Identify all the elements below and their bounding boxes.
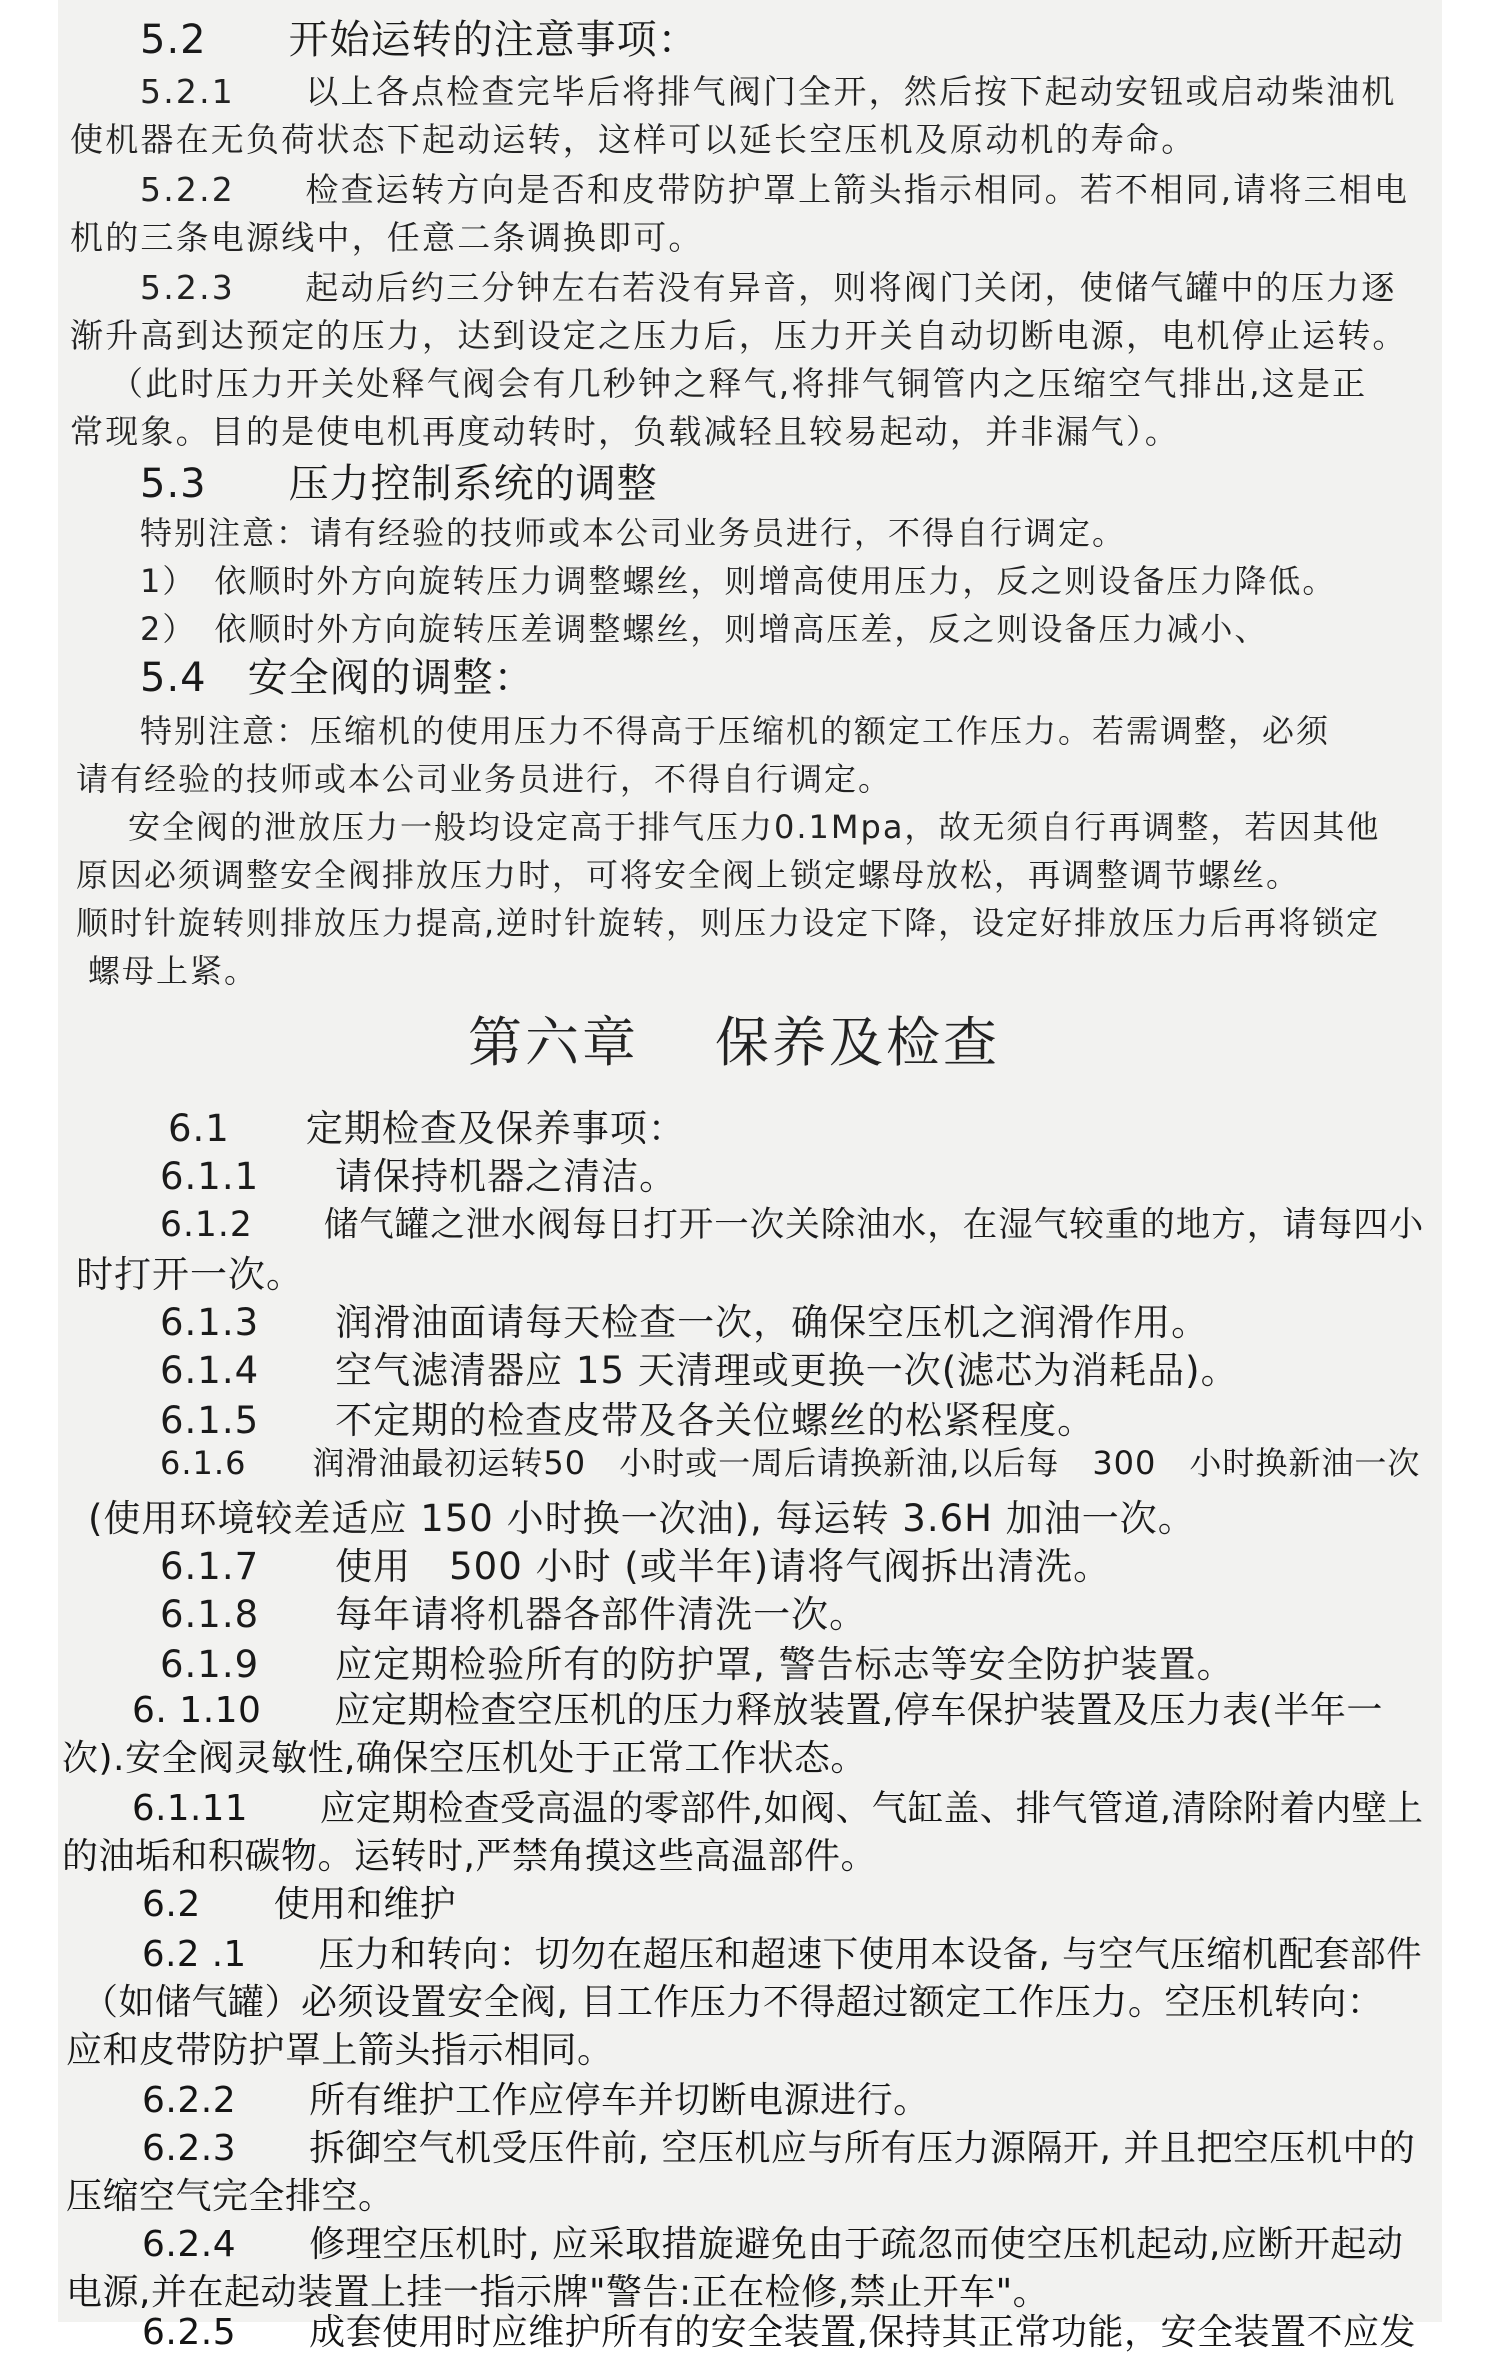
section-5-3-heading: 5.3 压力控制系统的调整 <box>140 461 658 507</box>
para-5-2-3-line1: 5.2.3 起动后约三分钟左右若没有异音，则将阀门关闭，使储气罐中的压力逐 <box>140 268 1397 307</box>
section-5-4-heading: 5.4 安全阀的调整： <box>140 655 535 701</box>
item-6-1-7: 6.1.7 使用 500 小时 (或半年)请将气阀拆出清洗。 <box>160 1545 1112 1588</box>
item-6-2-4-line2: 电源,并在起动装置上挂一指示牌"警告:正在检修,禁止开车"。 <box>66 2272 1050 2313</box>
item-6-1-9: 6.1.9 应定期检验所有的防护罩, 警告标志等安全防护装置。 <box>160 1643 1235 1686</box>
item-6-1-4: 6.1.4 空气滤清器应 15 天清理或更换一次(滤芯为消耗品)。 <box>160 1349 1239 1392</box>
item-6-2-3-line2: 压缩空气完全排空。 <box>66 2176 395 2217</box>
item-6-1-2-line2: 时打开一次。 <box>76 1253 304 1296</box>
item-6-2-2: 6.2.2 所有维护工作应停车并切断电源进行。 <box>142 2080 930 2121</box>
item-6-2-4-line1: 6.2.4 修理空压机时, 应采取措旋避免由于疏忽而使空压机起动,应断开起动 <box>142 2224 1404 2265</box>
section-5-3-note: 特别注意：请有经验的技师或本公司业务员进行，不得自行调定。 <box>140 514 1127 552</box>
item-6-1-11-line1: 6.1.11 应定期检查受高温的零部件,如阀、气缸盖、排气管道,清除附着内壁上 <box>132 1788 1424 1829</box>
section-5-3-item1: 1） 依顺时外方向旋转压力调整螺丝，则增高使用压力，反之则设备压力降低。 <box>140 562 1337 600</box>
para-5-2-3-line2: 渐升高到达预定的压力，达到设定之压力后，压力开关自动切断电源，电机停止运转。 <box>70 316 1408 355</box>
item-6-1-5: 6.1.5 不定期的检查皮带及各关位螺丝的松紧程度。 <box>160 1399 1096 1442</box>
section-5-3-item2: 2） 依顺时外方向旋转压差调整螺丝，则增高压差，反之则设备压力减小、 <box>140 610 1269 648</box>
item-6-1-6-line1: 6.1.6 润滑油最初运转50 小时或一周后请换新油,以后每 300 小时换新油一次 <box>160 1444 1421 1482</box>
document-page <box>58 0 1442 2353</box>
item-6-1-6-line2: (使用环境较差适应 150 小时换一次油), 每运转 3.6H 加油一次。 <box>88 1497 1196 1540</box>
chapter-title <box>468 1000 1000 1077</box>
item-6-1-10-line2: 次).安全阀灵敏性,确保空压机处于正常工作状态。 <box>62 1738 867 1779</box>
item-6-2-3-line1: 6.2.3 拆御空气机受压件前, 空压机应与所有压力源隔开, 并且把空压机中的 <box>142 2128 1416 2169</box>
para-5-2-1-line2: 使机器在无负荷状态下起动运转，这样可以延长空压机及原动机的寿命。 <box>70 120 1197 159</box>
para-5-2-3-line3: （此时压力开关处释气阀会有几秒钟之释气,将排气铜管内之压缩空气排出,这是正 <box>110 364 1368 403</box>
item-6-2-1-line3: 应和皮带防护罩上箭头指示相同。 <box>66 2030 614 2071</box>
item-6-1-1: 6.1.1 请保持机器之清洁。 <box>160 1155 678 1198</box>
section-5-4-note-line2: 请有经验的技师或本公司业务员进行，不得自行调定。 <box>76 760 893 798</box>
section-6-1-heading: 6.1 定期检查及保养事项： <box>168 1107 686 1150</box>
section-6-2-heading: 6.2 使用和维护 <box>142 1884 457 1925</box>
item-6-1-10-line1: 6. 1.10 应定期检查空压机的压力释放装置,停车保护装置及压力表(半年一 <box>132 1690 1383 1731</box>
section-5-2-heading: 5.2 开始运转的注意事项： <box>140 17 699 63</box>
para-5-2-2-line1: 5.2.2 检查运转方向是否和皮带防护罩上箭头指示相同。若不相同,请将三相电 <box>140 170 1410 209</box>
item-6-2-1-line1: 6.2 .1 压力和转向：切勿在超压和超速下使用本设备, 与空气压缩机配套部件 <box>142 1934 1423 1975</box>
chapter-number: 第六章 <box>468 1011 639 1074</box>
section-5-4-para-line3: 顺时针旋转则排放压力提高,逆时针旋转，则压力设定下降，设定好排放压力后再将锁定 <box>76 904 1381 942</box>
section-5-4-para-line4: 螺母上紧。 <box>88 952 259 990</box>
section-5-4-para-line1: 安全阀的泄放压力一般均设定高于排气压力0.1Mpa，故无须自行再调整，若因其他 <box>128 808 1381 846</box>
para-5-2-1-line1: 5.2.1 以上各点检查完毕后将排气阀门全开，然后按下起动安钮或启动柴油机 <box>140 72 1397 111</box>
para-5-2-2-line2: 机的三条电源线中，任意二条调换即可。 <box>70 218 704 257</box>
item-6-1-8: 6.1.8 每年请将机器各部件清洗一次。 <box>160 1593 868 1636</box>
item-6-1-11-line2: 的油垢和积碳物。运转时,严禁角摸这些高温部件。 <box>62 1836 877 1877</box>
chapter-name: 保养及检查 <box>715 1011 1000 1074</box>
section-5-4-note-line1: 特别注意：压缩机的使用压力不得高于压缩机的额定工作压力。若需调整，必须 <box>140 712 1331 750</box>
item-6-1-2-line1: 6.1.2 储气罐之泄水阀每日打开一次关除油水，在湿气较重的地方，请每四小 <box>160 1205 1425 1245</box>
section-5-4-para-line2: 原因必须调整安全阀排放压力时，可将安全阀上锁定螺母放松，再调整调节螺丝。 <box>76 856 1301 894</box>
item-6-1-3: 6.1.3 润滑油面请每天检查一次，确保空压机之润滑作用。 <box>160 1301 1210 1344</box>
item-6-2-5-line1: 6.2.5 成套使用时应维护所有的安全装置,保持其正常功能，安全装置不应发 <box>142 2312 1417 2353</box>
para-5-2-3-line4: 常现象。目的是使电机再度动转时，负载减轻且较易起动，并非漏气）。 <box>70 412 1180 451</box>
item-6-2-1-line2: （如储气罐）必须设置安全阀, 目工作压力不得超过额定工作压力。空压机转向： <box>82 1982 1384 2023</box>
